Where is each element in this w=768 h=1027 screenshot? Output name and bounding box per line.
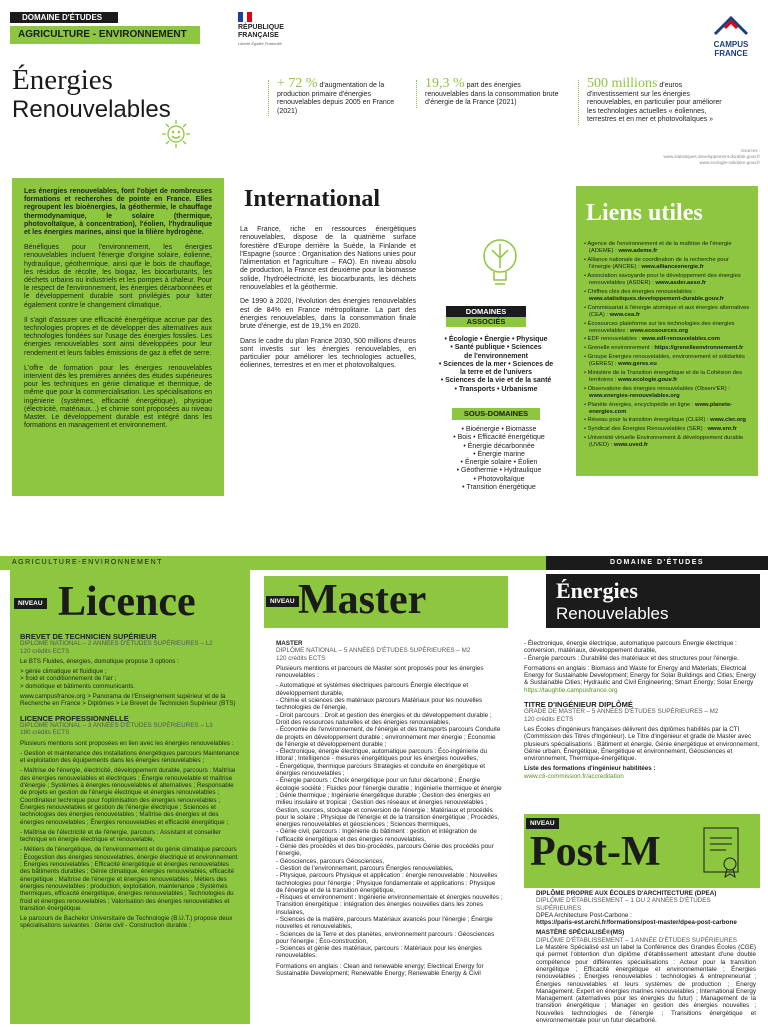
bts-sub: DIPLÔME NATIONAL – 2 ANNÉES D'ÉTUDES SUPÉRIEURES – L2 <box>20 640 213 648</box>
lien-url[interactable]: www.statistiques.developpement-durable.gouv.fr <box>589 295 724 302</box>
master-item: - Économie de l'environnement, de l'énergie et des transports parcours Conduite de projets en développement durable ; environnement mer énergie ; Économie de l'énergie et développement durable ; <box>276 726 501 748</box>
licence-title: Licence <box>58 579 196 625</box>
domaines-title2: ASSOCIÉS <box>446 317 526 327</box>
ti-list-label: Liste des formations d'ingénieur habilitées : <box>524 765 656 773</box>
source-link[interactable]: www.statistiques.developpement-durable.gouv.fr <box>663 154 760 159</box>
lp-sub: DIPLÔME NATIONAL – 3 ANNÉES D'ÉTUDES SUPÉRIEURES – L3 <box>20 721 213 729</box>
master-item: - Énergie parcours : Choix énergétique pour un futur décarboné ; Énergie écologie société ; Fluides pour l'énergie durable ; Ingénierie thermique et énergie ; Génie thermique ; Ingénierie énergétique durable ; Gestion des énergies en milieu insulaire et tropical ; Gestion des réseaux et énergies renouvelables ; Gestion, sources, stockage et conversion de l'énergie ; Matériaux et procédés pour le solaire ; Physique de l'énergie et de la transition énergétique ; Procédés, énergies renouvelables et géosciences ; Sciences thermiques, <box>276 777 502 829</box>
right-content <box>524 640 760 780</box>
ti-heading: TITRE D'INGÉNIEUR DIPLÔMÉ <box>524 700 633 710</box>
source-link[interactable]: www.ecologie-solidaire.gouv.fr <box>699 160 760 165</box>
right-english: Formations en anglais : Biomass and Waste for Energy and Materials; Electrical Energy for Sustainable Development; Energy for Solar Buildings and Cities; Energy & Sustainable Cities; Hydraulic and Civil Engineering; Smart Energy; Solar Energy <box>524 664 757 687</box>
bts-text: Le BTS Fluides, énergies, domotique propose 3 options : <box>20 657 179 665</box>
liens-list <box>584 241 750 449</box>
stat-1-value: + 72 % <box>277 76 318 91</box>
dpea-sub: DIPLÔME D'ÉTABLISSEMENT – 1 OU 2 ANNÉES D'ÉTUDES SUPÉRIEURES <box>536 897 711 912</box>
lien-item: • Chiffres clés des énergies renouvelables : www.statistiques.developpement-durable.gouv.fr <box>584 288 724 302</box>
sous-domaine-item: • Énergie solaire • Éolien <box>460 459 538 467</box>
niveau-tag: NIVEAU <box>14 598 47 609</box>
postm-title: Post-M <box>530 829 661 875</box>
sous-domaine-item: • Bioénergie • Biomasse <box>461 426 537 433</box>
stat-1 <box>268 76 404 116</box>
lightbulb-icon <box>478 236 522 292</box>
lp-heading: LICENCE PROFESSIONNELLE <box>20 713 129 723</box>
lien-text: EDF renouvelables : <box>587 336 642 343</box>
ms-text: Le Mastère Spécialisé est un label la Conférence des Grandes Écoles (CGE) qui permet l'obtention d'un diplôme d'établissement attestant d'une double compétence pour différentes spécialisations : Acteur pour la transition énergétique ; Efficacité énergétique et environnementale ; Énergies renouvelables ; Énergies renouvelables : technologies & entrepreneuriat ; Énergies renouvelables et leurs systèmes de production ; Energy Management. Expert en énergies marines renouvelables ; International Energy Management (alternatives pour les énergies du futur) ; Management de la transition énergétique ; Manager en gestion des énergies nouvelles ; Nouvelles technologies de l'énergie ; Transitions énergétique et environnementale pour un futur décarboné. <box>536 944 756 1025</box>
sous-domaine-item: • Géothermie • Hydraulique <box>456 467 542 475</box>
stat-3 <box>578 76 728 125</box>
lien-text: Commissariat à l'énergie atomique et aux énergies alternatives (CEA) : <box>587 304 750 318</box>
lien-text: Observatoire des énergies renouvelables (Observ'ER) : <box>587 385 730 392</box>
international-para: Dans le cadre du plan France 2030, 500 millions d'euros sont investis sur les énergies renouvelables, en particulier pour améliorer les technologies actuelles, éoliennes, terrestres et en mer et photovoltaïques. <box>240 337 416 370</box>
intro-para: Bénéfiques pour l'environnement, les énergies renouvelables incluent l'énergie d'origine solaire, éolienne, hydraulique, géothermique, ainsi que le bois de chauffage, les résidus de récolte, les biogaz, les biocarburants, les déchets urbains ou industriels et les pompes à chaleur. Pour le respect de l'environnement, les énergies décarbonnées et le développement durable sont privilégiés pour lutter également contre le changement climatique. <box>24 244 212 309</box>
domaine-item: • Transports • Urbanisme <box>454 385 538 393</box>
lien-text: Planète énergies, encyclopédie en ligne : <box>587 401 695 408</box>
republique-logo <box>238 12 298 64</box>
lien-text: Agence de l'environnement et de la maîtrise de l'énergie (ADEME) : <box>587 241 732 255</box>
rf-line2: FRANÇAISE <box>238 32 279 39</box>
international-para: La France, riche en ressources énergétiques renouvelables, dispose de la quatrième surface forestière d'Europe derrière la Suède, la Finlande et l'Espagne (source : Organisation des Nations unies pour l'alimentation et l'agriculture – FAO). En niveau absolu de production, la France est deuxième pour la biomasse solide, l'hydroélectricité, les biocarburants, les déchets renouvelables et la géothermie. <box>240 226 416 292</box>
rf-line1: RÉPUBLIQUE <box>238 24 284 31</box>
sous-domaine-item: • Énergie marine <box>473 450 525 458</box>
domaines-list <box>432 336 560 394</box>
sous-domaines-header: SOUS-DOMAINES <box>452 408 540 420</box>
right-english-link[interactable]: https://taughtie.campusfrance.org <box>524 686 618 694</box>
lien-text: Écosources plateforme sur les technologies des énergies renouvelables : <box>587 320 735 334</box>
stat-3-text: d'euros d'investissement sur les énergies renouvelables, en particulier pour améliorer les technologies actuelles « éoliennes, terrestres et en mer et photovoltaïques » <box>587 82 722 123</box>
master-header <box>264 576 508 628</box>
master-heading: MASTER <box>276 640 303 647</box>
master-item: - Génie civil, parcours : Ingénierie du bâtiment : gestion et intégration de l'efficacité énergétique et des énergies renouvelables, <box>276 828 477 843</box>
renouvelables-title-2: Renouvelables <box>556 604 669 623</box>
lien-text: Alliance nationale de coordination de la recherche pour l'énergie (ANCRE) : <box>587 256 729 271</box>
ti-link[interactable]: www.cti-commission.fr/accreditation <box>524 772 624 780</box>
intro-para: Les énergies renouvelables, font l'objet de nombreuses formations et recherches de pointe en France. Elles regroupent les bioénergies, la géothermie, le chauffage thermodynamique, le solaire (thermique, photovoltaïque, à concentration), l'éolien, l'hydraulique et les énergies marines, ainsi que la filière hydrogène. <box>24 188 212 237</box>
bts-link[interactable]: www.campusfrance.org > Panorama de l'Enseignement supérieur et de la Recherche en France > Diplômes > Le Brevet de Technicien Supérieur (BTS) <box>20 693 236 708</box>
postm-header <box>524 814 760 888</box>
lien-url[interactable]: www.geres.eu <box>618 361 657 368</box>
lien-item: • Planète énergies, encyclopédie en ligne : www.planete-energies.com <box>584 401 733 415</box>
master-ects: 120 crédits ECTS <box>276 654 326 662</box>
lien-item: • EDF renouvelables : www.edf-renouvelables.com <box>584 336 720 343</box>
master-item: - Sciences et génie des matériaux, parcours : Matériaux pour les énergies renouvelables. <box>276 945 482 960</box>
stat-1-text: d'augmentation de la production primaire d'énergies renouvelables depuis 2005 en France (2021) <box>277 82 395 115</box>
master-item: - Géosciences, parcours Géosciences, <box>276 857 385 865</box>
intro-para: Il s'agit d'assurer une efficacité énergétique accrue par des technologies propres et de développer des alternatives aux technologies fondées sur l'usage des énergies fossiles. Les énergies renouvelables sont ainsi développées pour leur rendement et leurs faibles émissions de gaz à effet de serre. <box>24 316 212 357</box>
lien-item: • Groupe Énergies renouvelables, environnement et solidarités (GERES) : www.geres.eu <box>584 353 745 368</box>
sous-domaine-item: • Transition énergétique <box>462 484 536 492</box>
international-title: International <box>244 186 381 212</box>
postm-content <box>536 890 756 1027</box>
master-content <box>276 640 504 980</box>
master-title: Master <box>298 577 427 623</box>
lien-url[interactable]: www.uved.fr <box>613 442 649 449</box>
lp-item: - Maîtrise de l'électricité et de l'énergie, parcours : Assistant et conseiller technique en énergie électrique et renouvelable, <box>20 828 221 844</box>
lp-item: - Métiers de l'énergétique, de l'environnement et du génie climatique parcours : Écogestion des énergies renouvelables, énergie électrique et environnement ; Énergies renouvelables ; Efficacité énergétique et énergies renouvelables des bâtiments durables ; Génie climatique, énergies renouvelables, efficacité énergétique ; Maîtrise de l'énergie et énergies renouvelables ; Métiers des énergies renouvelables : production, exploitation, maintenance ; Systèmes thermiques, efficacité énergétique, énergies renouvelables ; Technologies du froid et énergies renouvelables ; Valorisation des énergies renouvelables et transition énergétique. <box>20 846 238 912</box>
master-item: - Physique, parcours Physique et application : énergie renouvelable ; Nouvelles technologies pour l'énergie ; Physique fondamentale et applications : Physique de l'énergie et de la transition énergétique, <box>276 872 498 894</box>
lien-text: Université virtuelle Environnement & développement durable (UVED) : <box>587 434 744 449</box>
source-label: Sources : <box>740 148 760 153</box>
lien-item: • Écosources plateforme sur les technologies des énergies renouvelables : www.ecosources.org <box>584 320 735 334</box>
but-text: Le parcours de Bachelor Universitaire de Technologie (B.U.T.) propose deux spécialisations suivantes : Génie civil - Construction durable ; <box>20 915 233 930</box>
dpea-heading: DIPLÔME PROPRE AUX ÉCOLES D'ARCHITECTURE (DPEA) <box>536 890 717 897</box>
domaine-item: • Sciences de la mer • Sciences de <box>438 360 554 368</box>
campus-france-logo <box>702 12 760 58</box>
master-item: - Risques et environnement : Ingénierie environnementale et énergies nouvelles ; Transition énergétique : intégration des énergies nouvelles dans les zones insulaires, <box>276 894 503 916</box>
intro-box <box>12 178 224 496</box>
master-item: - Chimie et sciences des matériaux parcours Matériaux pour les nouvelles technologies de l'énergie, <box>276 697 483 712</box>
lien-url[interactable]: www.edf-renouvelables.com <box>641 336 720 343</box>
licence-column <box>10 570 250 1024</box>
stat-3-value: 500 millions <box>587 76 658 91</box>
master-item: - Sciences de la matière, parcours Matériaux avancés pour l'énergie ; Énergie nouvelles et renouvelables, <box>276 915 493 931</box>
master-text: Plusieurs mentions et parcours de Master sont proposés pour les énergies renouvelables : <box>276 664 484 680</box>
sun-smile-icon <box>160 118 192 150</box>
sous-domaines-list <box>444 426 554 492</box>
ms-sub: DIPLÔME D'ÉTABLISSEMENT – 1 ANNÉE D'ÉTUDES SUPÉRIEURES <box>536 936 737 944</box>
lien-url[interactable]: www.cler.org <box>710 417 746 424</box>
lien-item: • Observatoire des énergies renouvelables (Observ'ER) : www.energies-renouvelables.org <box>584 385 730 399</box>
bts-option: > génie climatique et fluidique ; <box>20 668 107 676</box>
sous-domaine-item: • Énergie décarbonnée <box>463 442 535 450</box>
lien-url[interactable]: www.energies-renouvelables.org <box>589 392 680 399</box>
intro-para: L'offre de formation pour les énergies renouvelables intervient dès les premières années des études supérieures pour les techniques en génie climatique et thermique, de même que pour la commercialisation. Les spécialisations en ingénierie (systèmes, efficacité énergétique), physique (électricité, matériaux...) et chimie sont proposées au niveau Master. Le développement durable est intégré dans les formations en management et environnement. <box>24 364 212 430</box>
sous-domaine-item: • Photovoltaïque <box>473 475 525 483</box>
stat-2-value: 19,3 % <box>425 76 465 91</box>
french-flag-icon <box>238 12 252 22</box>
domaine-item: la terre et de l'univers <box>459 369 533 377</box>
ti-ects: 120 crédits ECTS <box>524 715 574 723</box>
energies-title-2: Énergies <box>556 578 638 603</box>
domaine-item: • Sciences de la vie et de la santé <box>440 377 552 385</box>
lien-item: • Commissariat à l'énergie atomique et aux énergies alternatives (CEA) : www.cea.fr <box>584 304 750 318</box>
band-right: DOMAINE D'ÉTUDES <box>546 556 768 570</box>
domaine-item: • Écologie • Énergie • Physique <box>444 336 548 343</box>
master-item: - Automatique et systèmes électriques parcours Énergie électrique et développement durable, <box>276 682 469 697</box>
diploma-icon <box>698 822 748 880</box>
cf-line1: CAMPUS <box>713 40 749 49</box>
licence-content <box>20 633 240 930</box>
master-item: - Génie des procédés et des bio-procédés, parcours Génie des procédés pour l'énergie, <box>276 843 494 858</box>
lien-url[interactable]: www.enr.fr <box>707 426 737 433</box>
section-band <box>0 556 768 570</box>
page-title: Énergies <box>12 64 113 96</box>
lien-url[interactable]: www.ecologie.gouv.fr <box>618 376 678 383</box>
domaines-header <box>446 306 526 326</box>
cf-line2: FRANCE <box>714 49 748 58</box>
ti-text: Les Écoles d'ingénieurs françaises délivrent des diplômes habilités par la CTI (Commission des Titres d'Ingénieur). Le Titre d'ingénieur et grade de Master avec plusieurs spécialisations : Bâtiment et énergie, Génie énergétique et environnement, Génie urbain, Énergétique, Énergétique et environnement, Géosciences et environnement, Thermique-énergétique. <box>524 725 760 763</box>
niveau-tag: NIVEAU <box>266 596 299 607</box>
ti-sub: GRADE DE MASTER – 5 ANNÉES D'ÉTUDES SUPÉRIEURES – M2 <box>524 708 719 716</box>
lien-item: • Grenelle environnement : https://grenelleenvironnement.fr <box>584 345 744 352</box>
sources <box>620 148 760 166</box>
domaine-item: de l'environnement <box>464 352 528 360</box>
master-sub: DIPLÔME NATIONAL – 5 ANNÉES D'ÉTUDES SUPÉRIEURES – M2 <box>276 647 471 655</box>
lien-text: Groupe Énergies renouvelables, environnement et solidarités (GERES) : <box>587 353 745 368</box>
lien-item: • Alliance nationale de coordination de la recherche pour l'énergie (ANCRE) : www.allianceenergie.fr <box>584 256 729 271</box>
lien-text: Association savoyarde pour le développement des énergies renouvelables (ASDER) : <box>587 272 741 287</box>
lien-item: • Université virtuelle Environnement & développement durable (UVED) : www.uved.fr <box>584 434 744 449</box>
lien-url[interactable]: www.planete-energies.com <box>589 401 733 415</box>
lien-item: • Association savoyarde pour le développement des énergies renouvelables (ASDER) : www.asder.asso.fr <box>584 272 741 287</box>
dpea-text: DPEA Architecture Post-Carbone : <box>536 911 632 919</box>
lien-url[interactable]: www.allianceenergie.fr <box>641 264 704 271</box>
domaine-item: • Santé publique • Sciences <box>450 344 542 352</box>
lien-url[interactable]: www.asder.asso.fr <box>655 280 707 287</box>
lp-item: - Gestion et maintenance des installations énergétiques parcours Maintenance et exploitation des équipements dans les énergies renouvelables ; <box>20 749 240 765</box>
lien-item: • Ministère de la Transition énergétique et de la Cohésion des territoires : www.ecologie.gouv.fr <box>584 369 742 383</box>
lien-url[interactable]: www.ademe.fr <box>618 248 658 255</box>
international-text <box>240 226 416 377</box>
lien-url[interactable]: https://grenelleenvironnement.fr <box>654 345 744 352</box>
master-item: - Sciences de la Terre et des planètes, environnement parcours : Géosciences pour l'énergie ; Éco-construction, <box>276 930 495 945</box>
bts-heading: BREVET DE TECHNICIEN SUPÉRIEUR <box>20 632 157 641</box>
master-english: Formations en anglais : Clean and renewable energy; Electrical Energy for Sustainable Development; Renewable Energy; Renewable Energy & Civil <box>276 962 484 978</box>
ms-heading: MASTÈRE SPÉCIALISÉ®(MS) <box>536 929 625 937</box>
international-para: De 1990 à 2020, l'évolution des énergies renouvelables est de 84% en France métropolitaine. La part des énergies renouvelables, dans la consommation finale brute d'énergie, est de 19,1% en 2020. <box>240 298 416 331</box>
sous-domaine-item: • Bois • Efficacité énergétique <box>453 434 545 442</box>
lp-text: Plusieurs mentions sont proposées en lien avec les énergies renouvelables : <box>20 739 234 747</box>
band-left: AGRICULTURE-ENVIRONNEMENT <box>12 559 163 566</box>
master-item: - Gestion de l'environnement, parcours Énergies renouvelables, <box>276 864 454 872</box>
dpea-link[interactable]: https://paris-est.archi.fr/formations/post-master/dpea-post-carbone <box>536 919 737 927</box>
lien-item: • Syndicat des Énergies Renouvelables (SER) : www.enr.fr <box>584 426 737 433</box>
domain-tag: DOMAINE D'ÉTUDES <box>10 12 118 23</box>
lien-text: Syndicat des Énergies Renouvelables (SER) : <box>587 426 708 433</box>
master-item: - Droit parcours : Droit et gestion des énergies et du développement durable ; Droit des ressources naturelles et des énergies renouvelables, <box>276 711 492 726</box>
lien-text: Grenelle environnement : <box>587 345 655 352</box>
rf-motto: Liberté Égalité Fraternité <box>238 41 282 46</box>
bts-option: > domotique et bâtiments communicants. <box>20 682 135 690</box>
page-subtitle: Renouvelables <box>12 96 171 123</box>
lien-item: • Réseau pour la transition énergétique (CLER) : www.cler.org <box>584 417 746 424</box>
lien-text: Chiffres clés des énergies renouvelables : <box>587 288 696 295</box>
right-item: - Électronique, énergie électrique, automatique parcours Énergie électrique : conversion, matériaux, développement durable, <box>524 640 737 655</box>
master-item: - Électronique, énergie électrique, automatique parcours : Éco-ingénierie du littoral ; Intelligence - mesures énergétiques pour les énergies nouvelles, <box>276 748 488 763</box>
stat-2 <box>416 76 566 108</box>
lp-ects: 180 crédits ECTS <box>20 729 70 737</box>
bts-ects: 120 crédits ECTS <box>20 647 70 655</box>
domaines-title: DOMAINES <box>465 307 507 316</box>
stat-2-text: part des énergies renouvelables dans la consommation brute d'énergie de la France (2021) <box>425 82 559 106</box>
lien-item: • Agence de l'environnement et de la maîtrise de l'énergie (ADEME) : www.ademe.fr <box>584 241 732 255</box>
liens-box <box>576 186 758 476</box>
campus-france-mark-icon <box>711 12 751 38</box>
lien-text: Réseau pour la transition énergétique (CLER) : <box>587 417 711 424</box>
liens-title: Liens utiles <box>586 200 703 226</box>
agri-tag: AGRICULTURE - ENVIRONNEMENT <box>10 26 200 44</box>
lp-item: - Maîtrise de l'énergie, électricité, développement durable, parcours : Maîtrise des énergies renouvelables et électriques ; Énergie renouvelable et maîtrise d'énergie ; Systèmes à énergies renouvelables et alternatives ; Responsable de projets en gestion de l'énergie électrique et énergies renouvelables ; Coordinateur technique pour l'optimisation des énergies renouvelables ; Énergies renouvelables et gestion de l'énergie électrique ; Sciences et technologies des énergies renouvelables ; Maîtrise des énergies et des énergies renouvelables ; Énergies renouvelables et efficacité énergétique ; <box>20 767 236 826</box>
energies-header-2 <box>546 574 760 628</box>
lien-url[interactable]: www.cea.fr <box>609 311 641 318</box>
right-item: - Énergie parcours : Durabilité des matériaux et des structures pour l'énergie. <box>524 654 739 662</box>
lien-url[interactable]: www.ecosources.org <box>629 327 689 334</box>
bts-option: > froid et conditionnement de l'air ; <box>20 675 117 683</box>
master-item: - Énergétique, thermique parcours Stratégies et conduite en énergétique et énergies renouvelables ; <box>276 762 485 778</box>
lien-text: Ministère de la Transition énergétique et de la Cohésion des territoires : <box>587 369 742 383</box>
niveau-tag: NIVEAU <box>526 818 559 829</box>
